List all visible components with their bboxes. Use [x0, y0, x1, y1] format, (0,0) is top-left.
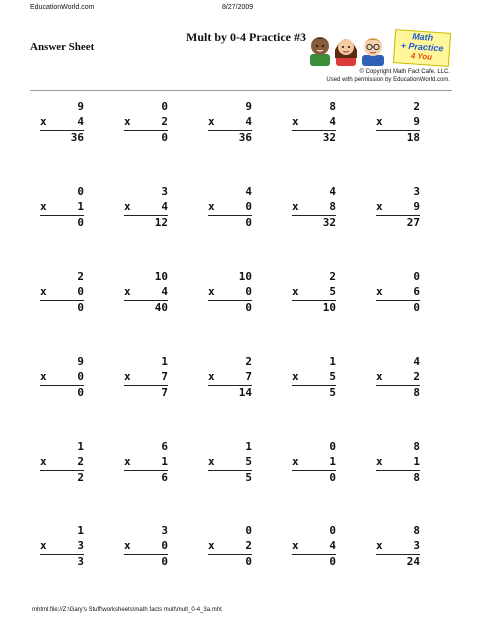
- problem-4-1: [40, 354, 84, 400]
- product-answer: 5: [329, 386, 336, 399]
- problem-6-5: [376, 523, 420, 569]
- multiplier: 9: [413, 115, 420, 128]
- times-sign: x: [376, 370, 383, 383]
- times-sign: x: [40, 370, 47, 383]
- multiplicand: 2: [245, 355, 252, 368]
- problem-1-4: [292, 99, 336, 145]
- times-sign: x: [40, 200, 47, 213]
- header-divider: [30, 90, 452, 91]
- multiplier-line: [40, 454, 84, 469]
- logo-line-practice: + Practice: [400, 40, 444, 54]
- product-answer: 12: [154, 216, 168, 229]
- times-sign: x: [292, 285, 299, 298]
- product-answer: 2: [77, 471, 84, 484]
- multiplier: 2: [245, 539, 252, 552]
- multiplier: 3: [413, 539, 420, 552]
- multiplier: 1: [329, 455, 336, 468]
- times-sign: x: [376, 115, 383, 128]
- problem-2-1: [40, 184, 84, 230]
- multiplier: 5: [245, 455, 252, 468]
- product-answer: 0: [329, 555, 336, 568]
- multiplier: 4: [245, 115, 252, 128]
- multiplier-line: [292, 369, 336, 384]
- problem-1-2: [124, 99, 168, 145]
- product-answer: 0: [329, 471, 336, 484]
- problem-5-2: [124, 439, 168, 485]
- product-answer: 18: [406, 131, 420, 144]
- kids-illustration: [304, 28, 390, 66]
- multiplicand: 8: [413, 440, 420, 453]
- multiplier-line: [376, 538, 420, 553]
- multiplicand: 9: [245, 100, 252, 113]
- times-sign: x: [208, 200, 215, 213]
- multiplier: 4: [329, 115, 336, 128]
- multiplicand: 0: [413, 270, 420, 283]
- times-sign: x: [376, 455, 383, 468]
- multiplier-line: [40, 114, 84, 129]
- multiplier-line: [376, 284, 420, 299]
- multiplier: 4: [77, 115, 84, 128]
- multiplicand: 6: [161, 440, 168, 453]
- multiplicand: 10: [238, 270, 252, 283]
- times-sign: x: [208, 285, 215, 298]
- multiplier-line: [376, 199, 420, 214]
- problem-1-3: [208, 99, 252, 145]
- multiplicand: 0: [329, 524, 336, 537]
- product-answer: 0: [245, 216, 252, 229]
- multiplier: 2: [161, 115, 168, 128]
- multiplicand: 9: [77, 355, 84, 368]
- product-answer: 8: [413, 386, 420, 399]
- math-practice-note: [393, 29, 451, 67]
- times-sign: x: [292, 370, 299, 383]
- multiplicand: 9: [77, 100, 84, 113]
- problem-4-2: [124, 354, 168, 400]
- problem-1-1: [40, 99, 84, 145]
- problem-3-2: [124, 269, 168, 315]
- multiplier: 8: [329, 200, 336, 213]
- problem-5-1: [40, 439, 84, 485]
- multiplier-line: [40, 369, 84, 384]
- product-answer: 0: [245, 301, 252, 314]
- multiplier-line: [292, 284, 336, 299]
- logo-line-4you: 4 You: [410, 51, 433, 62]
- multiplier: 7: [161, 370, 168, 383]
- product-answer: 40: [154, 301, 168, 314]
- problem-4-5: [376, 354, 420, 400]
- times-sign: x: [208, 455, 215, 468]
- multiplier-line: [376, 369, 420, 384]
- multiplier-line: [292, 454, 336, 469]
- problem-6-1: [40, 523, 84, 569]
- multiplier: 6: [413, 285, 420, 298]
- multiplicand: 3: [413, 185, 420, 198]
- multiplicand: 0: [245, 524, 252, 537]
- problem-4-3: [208, 354, 252, 400]
- multiplier: 1: [413, 455, 420, 468]
- product-answer: 0: [77, 301, 84, 314]
- multiplicand: 0: [77, 185, 84, 198]
- multiplier: 0: [245, 200, 252, 213]
- multiplier-line: [376, 454, 420, 469]
- multiplier: 5: [329, 285, 336, 298]
- multiplier: 0: [161, 539, 168, 552]
- multiplicand: 3: [161, 524, 168, 537]
- kid-girl-middle: [335, 39, 357, 66]
- times-sign: x: [376, 200, 383, 213]
- multiplier-line: [124, 454, 168, 469]
- multiplier-line: [208, 114, 252, 129]
- multiplier-line: [124, 538, 168, 553]
- product-answer: 0: [413, 301, 420, 314]
- product-answer: 0: [77, 386, 84, 399]
- multiplicand: 0: [329, 440, 336, 453]
- times-sign: x: [208, 115, 215, 128]
- times-sign: x: [124, 455, 131, 468]
- multiplier: 0: [77, 370, 84, 383]
- multiplicand: 3: [161, 185, 168, 198]
- times-sign: x: [376, 539, 383, 552]
- multiplicand: 4: [329, 185, 336, 198]
- problem-2-4: [292, 184, 336, 230]
- math-practice-logo: [304, 28, 452, 66]
- product-answer: 14: [238, 386, 252, 399]
- times-sign: x: [40, 115, 47, 128]
- file-path-footer: mhtml:file://Z:\Gary's Stuff\worksheets\math facts mult\mult_0-4_3a.mht: [32, 607, 222, 613]
- times-sign: x: [124, 285, 131, 298]
- multiplicand: 0: [161, 100, 168, 113]
- multiplier: 1: [161, 455, 168, 468]
- multiplier: 0: [245, 285, 252, 298]
- times-sign: x: [40, 539, 47, 552]
- multiplier: 4: [161, 200, 168, 213]
- problem-1-5: [376, 99, 420, 145]
- worksheet-title: Mult by 0-4 Practice #3: [186, 30, 306, 44]
- product-answer: 27: [406, 216, 420, 229]
- problem-4-4: [292, 354, 336, 400]
- times-sign: x: [376, 285, 383, 298]
- kid-boy-left: [310, 37, 330, 66]
- times-sign: x: [292, 115, 299, 128]
- problem-5-5: [376, 439, 420, 485]
- problem-2-5: [376, 184, 420, 230]
- multiplier-line: [292, 538, 336, 553]
- copyright-line: © Copyright Math Fact Cafe, LLC.: [359, 69, 450, 75]
- multiplicand: 1: [161, 355, 168, 368]
- multiplicand: 1: [77, 440, 84, 453]
- problem-5-3: [208, 439, 252, 485]
- answer-sheet-label: Answer Sheet: [30, 41, 95, 53]
- problem-3-3: [208, 269, 252, 315]
- multiplicand: 2: [329, 270, 336, 283]
- multiplier: 1: [77, 200, 84, 213]
- problem-6-4: [292, 523, 336, 569]
- product-answer: 0: [161, 131, 168, 144]
- times-sign: x: [208, 539, 215, 552]
- product-answer: 0: [77, 216, 84, 229]
- times-sign: x: [124, 539, 131, 552]
- multiplicand: 1: [77, 524, 84, 537]
- multiplicand: 8: [413, 524, 420, 537]
- multiplier: 0: [77, 285, 84, 298]
- product-answer: 32: [322, 216, 336, 229]
- problem-2-2: [124, 184, 168, 230]
- multiplicand: 1: [329, 355, 336, 368]
- multiplier: 9: [413, 200, 420, 213]
- problem-3-4: [292, 269, 336, 315]
- multiplier-line: [208, 284, 252, 299]
- product-answer: 7: [161, 386, 168, 399]
- multiplier-line: [124, 114, 168, 129]
- multiplier-line: [376, 114, 420, 129]
- product-answer: 32: [322, 131, 336, 144]
- multiplier: 4: [161, 285, 168, 298]
- times-sign: x: [124, 370, 131, 383]
- product-answer: 8: [413, 471, 420, 484]
- multiplier-line: [292, 114, 336, 129]
- multiplier-line: [208, 369, 252, 384]
- multiplier-line: [40, 199, 84, 214]
- multiplier-line: [208, 454, 252, 469]
- multiplicand: 10: [154, 270, 168, 283]
- multiplier: 7: [245, 370, 252, 383]
- times-sign: x: [292, 455, 299, 468]
- multiplicand: 8: [329, 100, 336, 113]
- problem-6-3: [208, 523, 252, 569]
- times-sign: x: [124, 115, 131, 128]
- problem-3-1: [40, 269, 84, 315]
- product-answer: 0: [161, 555, 168, 568]
- multiplier: 3: [77, 539, 84, 552]
- multiplier-line: [208, 199, 252, 214]
- permission-line: Used with permission by EducationWorld.com.: [326, 77, 450, 83]
- problem-grid: [40, 99, 460, 579]
- product-answer: 36: [70, 131, 84, 144]
- product-answer: 36: [238, 131, 252, 144]
- multiplicand: 2: [413, 100, 420, 113]
- problem-6-2: [124, 523, 168, 569]
- product-answer: 6: [161, 471, 168, 484]
- print-date: 8/27/2009: [222, 4, 254, 11]
- times-sign: x: [292, 200, 299, 213]
- product-answer: 10: [322, 301, 336, 314]
- multiplier-line: [292, 199, 336, 214]
- times-sign: x: [40, 455, 47, 468]
- multiplicand: 2: [77, 270, 84, 283]
- problem-3-5: [376, 269, 420, 315]
- product-answer: 0: [245, 555, 252, 568]
- product-answer: 3: [77, 555, 84, 568]
- logo-line-math: Math: [411, 31, 434, 43]
- multiplicand: 4: [413, 355, 420, 368]
- multiplier-line: [124, 284, 168, 299]
- multiplier-line: [208, 538, 252, 553]
- multiplicand: 4: [245, 185, 252, 198]
- multiplier: 5: [329, 370, 336, 383]
- multiplicand: 1: [245, 440, 252, 453]
- multiplier-line: [40, 284, 84, 299]
- multiplier: 2: [413, 370, 420, 383]
- times-sign: x: [124, 200, 131, 213]
- site-header: EducationWorld.com: [30, 4, 95, 11]
- multiplier-line: [124, 369, 168, 384]
- product-answer: 24: [406, 555, 420, 568]
- problem-5-4: [292, 439, 336, 485]
- multiplier-line: [40, 538, 84, 553]
- product-answer: 5: [245, 471, 252, 484]
- multiplier: 2: [77, 455, 84, 468]
- multiplier: 4: [329, 539, 336, 552]
- times-sign: x: [40, 285, 47, 298]
- problem-2-3: [208, 184, 252, 230]
- times-sign: x: [292, 539, 299, 552]
- times-sign: x: [208, 370, 215, 383]
- multiplier-line: [124, 199, 168, 214]
- kid-boy-glasses: [362, 38, 384, 66]
